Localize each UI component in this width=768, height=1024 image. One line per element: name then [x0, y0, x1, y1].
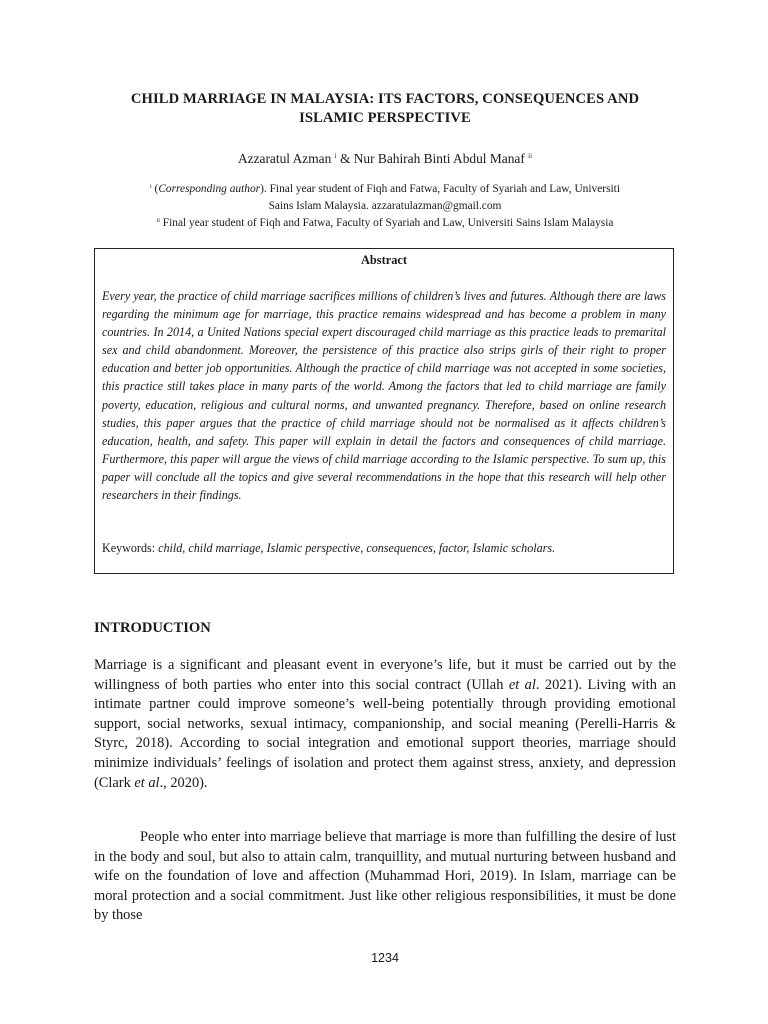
abstract-text: Every year, the practice of child marriage sacrifices millions of children’s lives and futures. Although there are laws regarding the minimum age for marriage, this practice remains widespread and has become a problem in many countries. In 2014, a United Nations special expert discouraged child marriage as this practice leads to premarital sex and child abandonment. Moreover, the persistence of this practice also strips girls of their right to proper education and better job opportunities. Although the practice of child marriage was not accepted in some societies, this practice still takes place in many parts of the world. Among the factors that led to child marriage are family poverty, education, religious and cultural norms, and unwanted pregnancy. Therefore, based on online research studies, this paper argues that the practice of child marriage should not be normalised as it affects children’s education, health, and safety. This paper will explain in detail the factors and consequences of child marriage. Furthermore, this paper will argue the views of child marriage according to the Islamic perspective. To sum up, this paper will conclude all the topics and give several recommendations in the hope that this research will help other researchers in their findings. — [102, 289, 666, 503]
author-separator: & — [336, 151, 354, 166]
p1-part-b: . 2021). Living with an intimate partner could improve someone’s well-being potentially through providing emotional support, social networks, sexual intimacy, companionship, and social meaning (Perelli-Harris & Styrc, 2018). According to social integration and emotional support theories, marriage should minimize individuals’ feelings of isolation and protect them against stress, anxiety, and depression (Clark — [94, 676, 676, 791]
p1-et-al-2: et al — [134, 774, 160, 791]
affiliation-2-marker: ii — [156, 218, 160, 224]
affiliation-1-text-line-2: Sains Islam Malaysia. azzaratulazman@gmail.com — [268, 200, 502, 212]
abstract-heading: Abstract — [360, 253, 408, 267]
abstract-box — [94, 248, 674, 574]
keywords-label: Keywords: — [102, 541, 159, 555]
affiliation-1-marker: i — [149, 184, 152, 190]
introduction-heading: INTRODUCTION — [94, 620, 211, 636]
p1-et-al-1: et al — [508, 676, 536, 693]
page-number: 1234 — [371, 951, 399, 965]
affiliation-1: $^i$ (Corresponding author). Final year student of Fiqh and Fatwa, Faculty of Syariah and Law, Universiti Sains Islam Malaysia. azzaratulazman@gmail.com — [149, 183, 621, 212]
title-line-2: ISLAMIC PERSPECTIVE — [299, 110, 471, 126]
author-2-marker: ii — [528, 152, 533, 160]
introduction-paragraph-2: People who enter into marriage believe that marriage is more than fulfilling the desire of lust in the body and soul, but also to attain calm, tranquillity, and mutual nurturing between husband and wife on the foundation of love and affection (Muhammad Hori, 2019). In Islam, marriage can be moral protection and a social commitment. Just like other religious responsibilities, it must be done by those — [94, 829, 676, 924]
author-1-marker: i — [334, 152, 337, 160]
title-line-1: CHILD MARRIAGE IN MALAYSIA: ITS FACTORS, CONSEQUENCES AND — [130, 91, 640, 107]
keywords-list: child, child marriage, Islamic perspective, consequences, factor, Islamic scholars. — [158, 541, 556, 555]
author-1-name: Azzaratul Azman — [237, 151, 332, 166]
affiliation-2 — [94, 213, 676, 232]
paper-title — [94, 90, 676, 128]
affiliation-2-text: Final year student of Fiqh and Fatwa, Faculty of Syariah and Law, Universiti Sains Islam Malaysia — [162, 217, 614, 229]
p1-part-c: ., 2020). — [159, 774, 208, 791]
corresponding-author-label: Corresponding author — [158, 183, 261, 195]
author-line — [94, 147, 676, 168]
introduction-paragraph-1 — [94, 656, 676, 793]
author-2-name: Nur Bahirah Binti Abdul Manaf — [353, 151, 525, 166]
p1-part-a: Marriage is a significant and pleasant event in everyone’s life, but it must be carried out by the willingness of both parties who enter into this social contract (Ullah — [94, 657, 676, 693]
keywords-line — [102, 539, 666, 557]
affiliation-1-text-line-1: . Final year student of Fiqh and Fatwa, Faculty of Syariah and Law, Universiti — [263, 183, 621, 195]
